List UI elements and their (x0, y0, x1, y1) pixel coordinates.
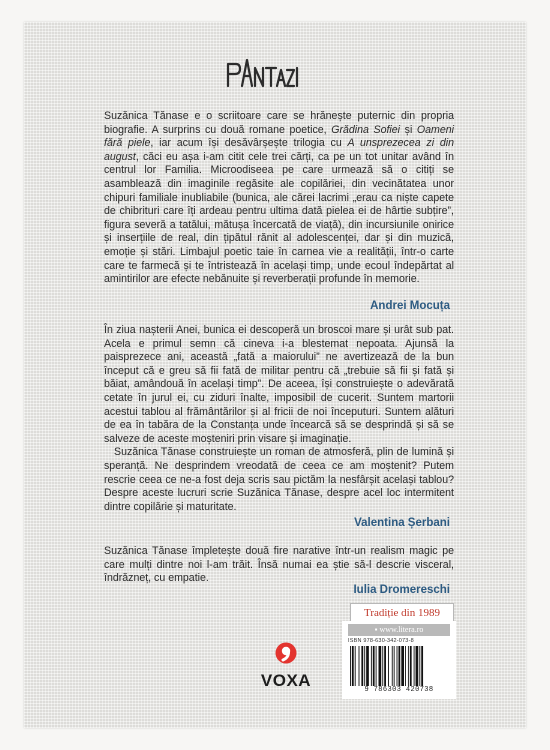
publisher-name: VOXA (260, 671, 312, 690)
barcode-bar (388, 646, 389, 686)
blurb-3-paragraph-1: Suzănica Tănase împletește două fire narative într-un realism magic pe care mulți dintre noi l-am trăit. Însă numai ea știe să-l descrie visceral, îndrăzneț, cu empatie. (104, 545, 454, 585)
barcode-bar (416, 646, 419, 686)
store-icon: ▪ (374, 625, 380, 634)
book-title-a-unsprezecea-zi: A unsprezecea zi din august (104, 137, 454, 163)
blurb-2-signature: Valentina Șerbani (354, 517, 450, 529)
barcode-bar (382, 646, 383, 686)
barcode-bar (401, 646, 404, 686)
barcode-bar (410, 646, 412, 686)
blurb-1-text-d: , căci eu așa i-am citit cele trei cărți, ca pe un tot unitar având în centrul lor Familia. Microodiseea pe care urmează să o citiți se asamblează din imaginile regăsite ale copilăriei, din vecinătatea unor chipuri familiale inubliabile (bunica, ale cărei lacrimi „erau ca niște capete de chibrituri care îți ardeau pentru ultima dată pielea ei de hârtie subțire”, figura severă a tatălui, mătușa încercată de viață), din incursiunile onirice și inserțiile de real, din țipătul rănit al adolescenței, dar și din muzică, emoție și stări. Limbajul poetic taie în carnea vie a realității, într-o carte care te farmecă și te întristează în același timp, unde ecoul îndepărtat al amintirilor are efecte nebănuite și reverberații profunde în memorie. (104, 150, 454, 286)
barcode-bar (421, 646, 423, 686)
store-strip (348, 624, 450, 636)
blurb-3 (104, 545, 454, 586)
blurb-1-text-c: , iar acum își desăvârșește trilogia cu (150, 137, 348, 150)
barcode-bar (352, 646, 354, 686)
blurb-1-signature: Andrei Mocuța (370, 300, 450, 312)
barcode-bar (397, 646, 398, 686)
blurb-2 (104, 324, 454, 514)
barcode-bar (355, 646, 356, 686)
blurb-2-paragraph-2: Suzănica Tănase construiește un roman de atmosferă, plin de lumină și speranță. Ne desprindem vreodată de ceea ce am moștenit? Putem rescrie ceea ce ne-a fost deja scris sau pictăm la nesfârșit același tablou? Despre aceste lucruri scrie Suzănica Tănase, despre acel loc intermitent dintre copilărie și maturitate. (104, 446, 454, 513)
barcode-number: 9 786303 420738 (364, 686, 434, 694)
blurb-1-text-a: Suzănica Tănase e o scriitoare care se hrănește puternic din propria biografie. A surprins cu două romane poetice, (104, 110, 454, 136)
blurb-1 (104, 110, 454, 287)
barcode-bar (398, 646, 400, 686)
barcode-bar (376, 646, 377, 686)
publisher-brand (256, 642, 316, 691)
barcode-bar (419, 646, 420, 686)
book-title-oameni-fara-piele: Oameni fără piele (104, 123, 454, 150)
barcode-bar (414, 646, 415, 686)
barcode-bar (371, 646, 372, 686)
store-url: www.litera.ro (379, 625, 424, 634)
isbn-text: ISBN 978-630-342-073-8 (348, 638, 414, 644)
voxa-logo (275, 642, 297, 664)
barcode-bar (394, 646, 395, 686)
barcode-bars (350, 646, 448, 686)
barcode-bar (392, 646, 393, 686)
barcode-bar (364, 646, 365, 686)
barcode-bar (366, 646, 369, 686)
barcode-label (342, 621, 456, 699)
book-title-gradina-sofiei: Grădina Sofiei (331, 123, 401, 136)
pantazi-logo (222, 56, 302, 90)
barcode-bar (359, 646, 360, 686)
barcode-bar (361, 646, 363, 686)
blurb-1-text-b: și (400, 123, 417, 136)
blurb-3-signature: Iulia Dromereschi (353, 584, 450, 596)
barcode-bar (379, 646, 382, 686)
barcode-bar (408, 646, 409, 686)
barcode-bar (373, 646, 375, 686)
tradition-sticker: Tradiție din 1989 (350, 603, 454, 623)
barcode-bar (405, 646, 406, 686)
barcode-bar (350, 646, 351, 686)
barcode-bar (384, 646, 386, 686)
blurb-2-paragraph-1: În ziua nașterii Anei, bunica ei descoperă un broscoi mare și urât sub pat. Acela e primul semn că cineva i-a blestemat nepoata. Ajunsă la paisprezece ani, această „fată a maiorului” ne avertizează de la bun început că e greu să fii fată de militar pentru că „trebuie să fii și fată și băiat, amândouă în același timp”. De aceea, își construiește o adevărată cetate în jurul ei, cu ziduri înalte, imposibil de cucerit. Suntem martorii acestui tablou al frământărilor și al fricii de noi începuturi. Suntem alături de ea în tabăra de la Constanța unde încearcă să se desprindă și să se salveze de aceste moșteniri prin visare și imaginație. (104, 324, 454, 445)
